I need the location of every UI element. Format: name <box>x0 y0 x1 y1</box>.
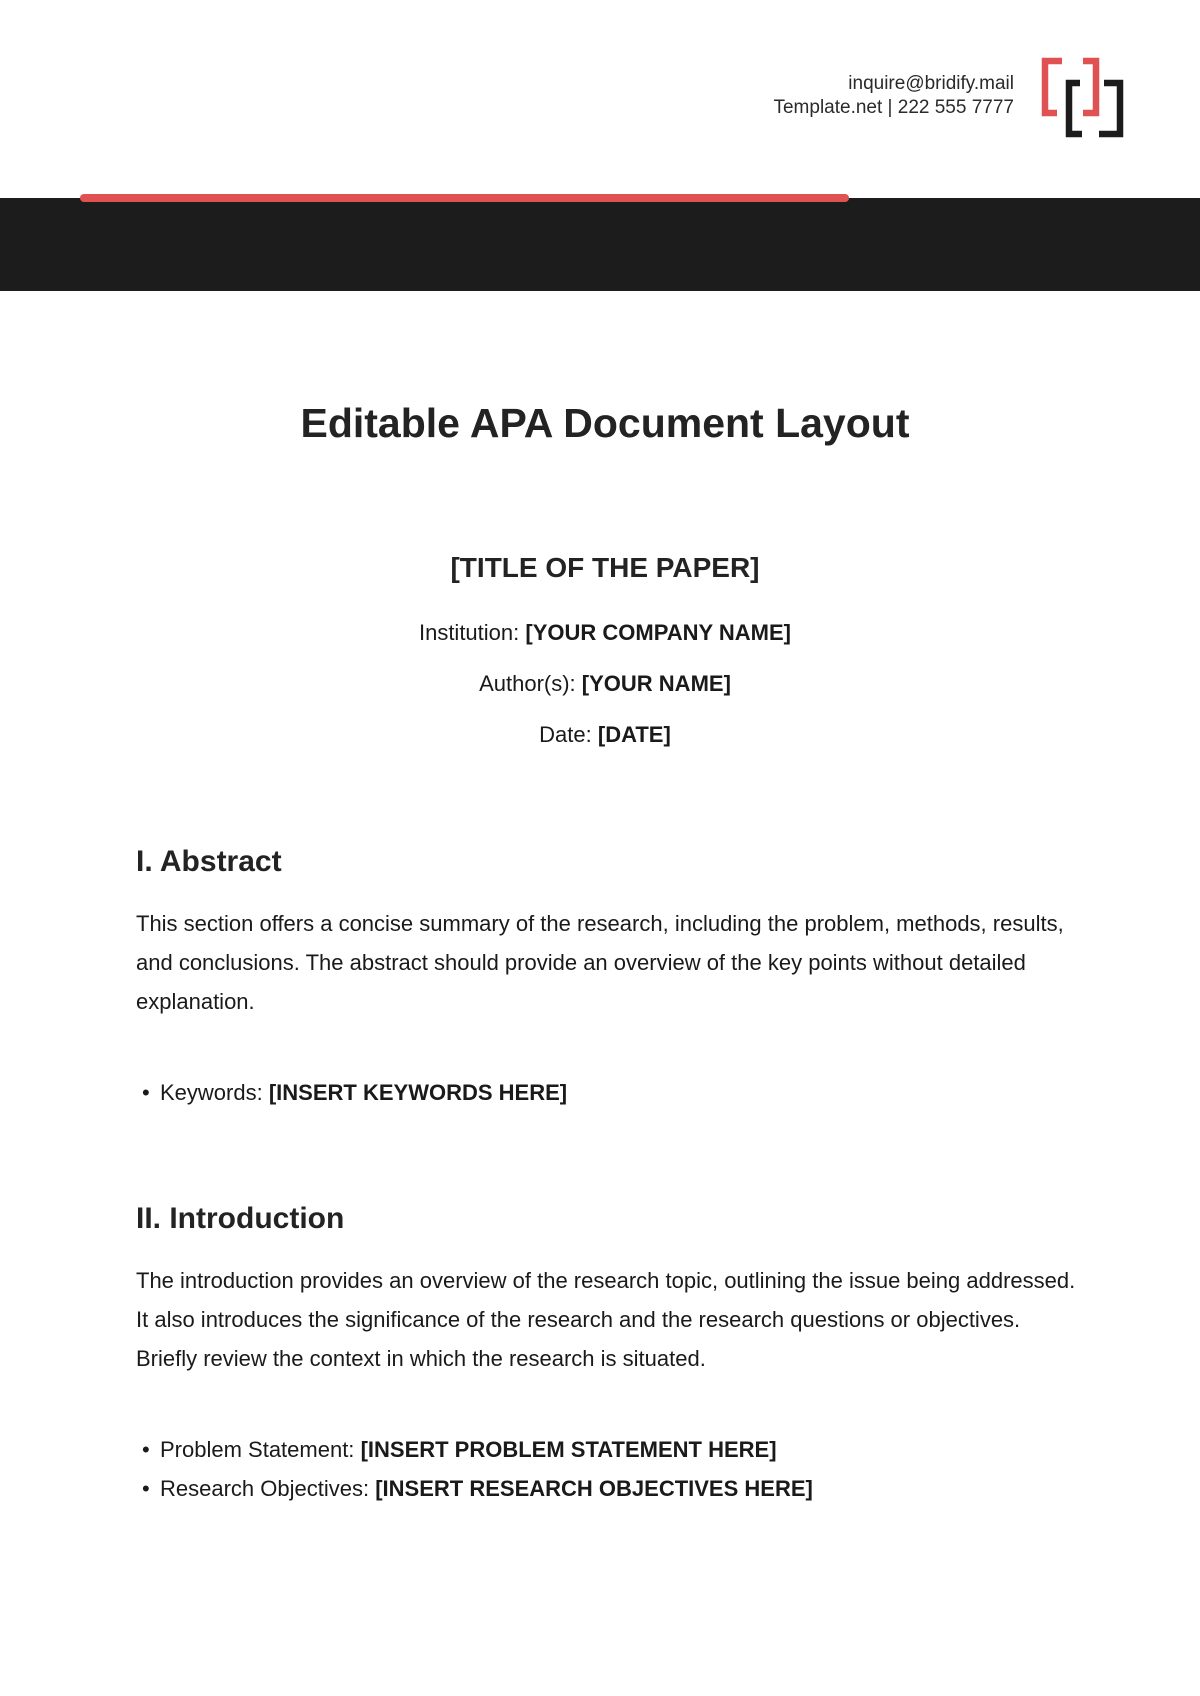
contact-email[interactable]: inquire@bridify.mail <box>848 73 1014 94</box>
bullet-value: [INSERT KEYWORDS HERE] <box>268 1080 568 1105</box>
bullet-label: Research Objectives: <box>160 1476 370 1501</box>
introduction-body: The introduction provides an overview of the research topic, outlining the issue being addressed. It also introduces the significance of the research and the research questions or objectives. Briefly review the context in which the research is situated. <box>136 1268 1076 1371</box>
bullet-value: [INSERT PROBLEM STATEMENT HERE] <box>360 1437 777 1462</box>
list-item <box>142 1476 813 1502</box>
list-item <box>142 1437 777 1463</box>
abstract-body: This section offers a concise summary of the research, including the problem, methods, results, and conclusions. The abstract should provide an overview of the key points without detailed explanation. <box>136 911 1064 1014</box>
page-header <box>0 0 1200 200</box>
document-title: Editable APA Document Layout <box>300 400 910 446</box>
date-line <box>0 722 1200 748</box>
date-label: Date: <box>539 722 592 747</box>
bullet-label: Keywords: <box>160 1080 263 1105</box>
contact-line: Template.net | 222 555 7777 <box>773 97 1014 118</box>
institution-line <box>0 620 1200 646</box>
institution-value: [YOUR COMPANY NAME] <box>525 620 792 645</box>
bullet-label: Problem Statement: <box>160 1437 355 1462</box>
contact-block <box>773 72 1014 120</box>
introduction-heading: II. Introduction <box>136 1202 345 1235</box>
abstract-heading: I. Abstract <box>136 845 282 878</box>
paper-title: [TITLE OF THE PAPER] <box>450 552 760 583</box>
bullet-dot: • <box>142 1437 150 1462</box>
list-item <box>142 1080 567 1106</box>
header-accent-bar <box>80 194 849 202</box>
author-line <box>0 671 1200 697</box>
bullet-value: [INSERT RESEARCH OBJECTIVES HERE] <box>375 1476 813 1501</box>
bullet-dot: • <box>142 1080 150 1105</box>
date-value: [DATE] <box>597 722 671 747</box>
author-value: [YOUR NAME] <box>581 671 731 696</box>
bracket-logo-icon <box>1040 56 1124 138</box>
bullet-dot: • <box>142 1476 150 1501</box>
institution-label: Institution: <box>418 620 520 645</box>
author-label: Author(s): <box>479 671 576 696</box>
header-dark-band <box>0 198 1200 291</box>
